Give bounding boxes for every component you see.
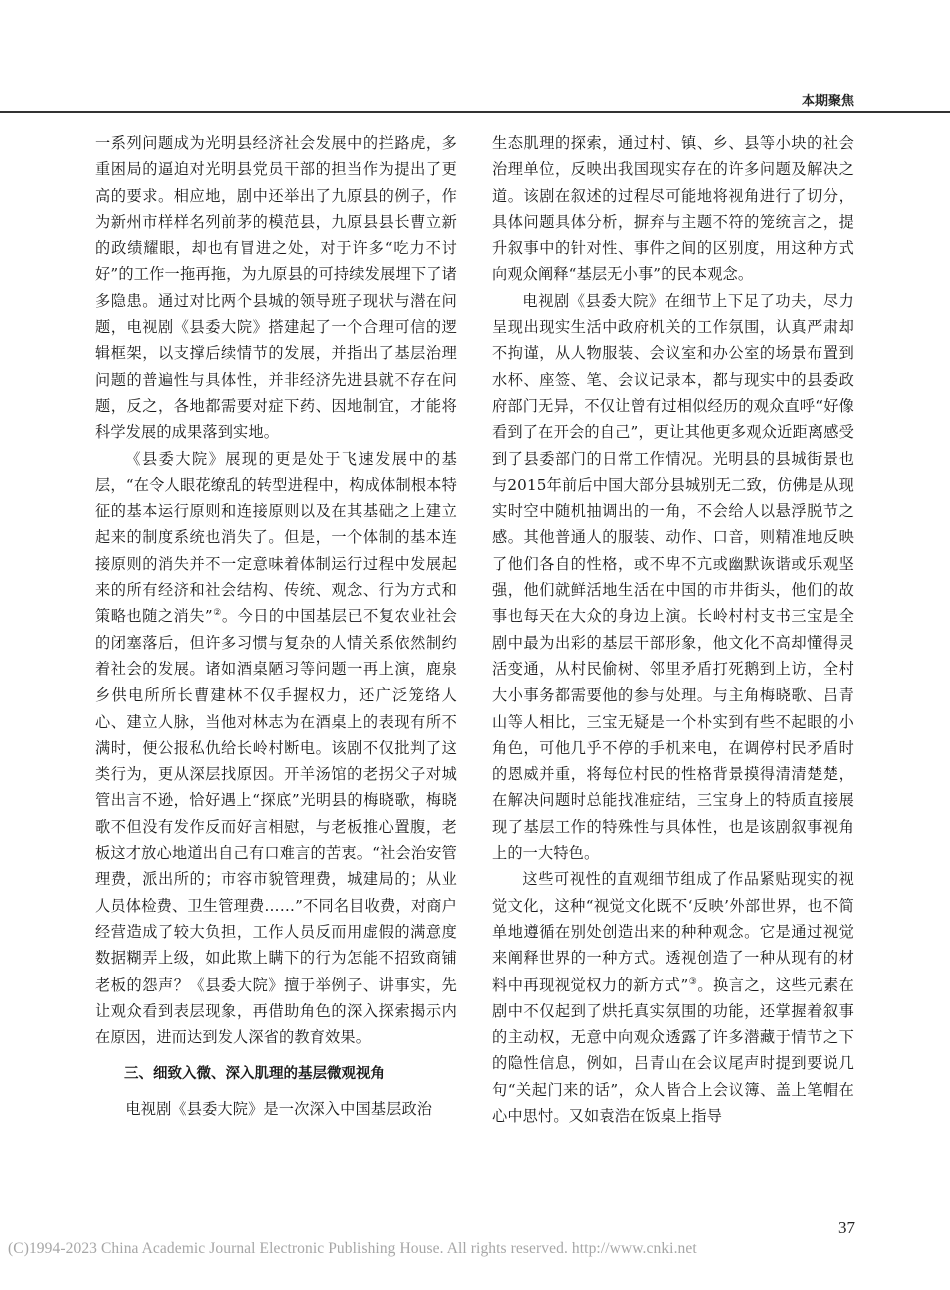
paragraph [95, 446, 457, 1051]
footnote-marker: ② [212, 608, 222, 619]
section-heading: 三、细致入微、深入肌理的基层微观视角 [124, 1066, 385, 1083]
header-divider [0, 111, 950, 113]
paragraph: 生态肌理的探索，通过村、镇、乡、县等小块的社会治理单位，反映出我国现实存在的许多问题及解决之道。该剧在叙述的过程尽可能地将视角进行了切分，具体问题具体分析，摒弃与主题不符的笼统言之，提升叙事中的针对性、事件之间的区别度，用这种方式向观众阐释“基层无小事”的民本观念。 [492, 134, 854, 284]
paragraph [492, 866, 854, 1129]
page-number: 37 [838, 1218, 855, 1237]
left-column [95, 130, 457, 1123]
paragraph: 一系列问题成为光明县经济社会发展中的拦路虎，多重困局的逼迫对光明县党员干部的担当作为提出了更高的要求。相应地，剧中还举出了九原县的例子，作为新州市样样名列前茅的模范县，九原县县长曹立新的政绩耀眼，却也有冒进之处，对于许多“吃力不讨好”的工作一拖再拖，为九原县的可持续发展埋下了诸多隐患。通过对比两个县城的领导班子现状与潜在问题，电视剧《县委大院》搭建起了一个合理可信的逻辑框架，以支撑后续情节的发展，并指出了基层治理问题的普遍性与具体性，并非经济先进县就不存在问题，反之，各地都需要对症下药、因地制宜，才能将科学发展的成果落到实地。 [95, 134, 457, 442]
right-column [492, 130, 854, 1129]
paragraph-text: 这些可视性的直观细节组成了作品紧贴现实的视觉文化，这种“视觉文化既不‘反映’外部世界，也不简单地遵循在别处创造出来的种种观念。它是通过视觉来阐释世界的一种方式。透视创造了一种从现有的材料中再现视觉权力的新方式” [492, 870, 854, 994]
section-title: 本期聚焦 [801, 94, 854, 109]
copyright-watermark: (C)1994-2023 China Academic Journal Electronic Publishing House. All rights reserved. http://www.cnki.net [8, 1240, 697, 1257]
footnote-marker: ③ [688, 976, 698, 987]
paragraph: 电视剧《县委大院》是一次深入中国基层政治 [125, 1100, 433, 1119]
paragraph-text: 《县委大院》展现的更是处于飞速发展中的基层，“在令人眼花缭乱的转型进程中，构成体制根本特征的基本运行原则和连接原则以及在其基础之上建立起来的制度系统也消失了。但是，一个体制的基本连接原则的消失并不一定意味着体制运行过程中发展起来的所有经济和社会结构、传统、观念、行为方式和策略也随之消失” [95, 449, 457, 626]
paragraph: 电视剧《县委大院》在细节上下足了功夫，尽力呈现出现实生活中政府机关的工作氛围，认真严肃却不拘谨，从人物服装、会议室和办公室的场景布置到水杯、座签、笔、会议记录本，都与现实中的县委政府部门无异，不仅让曾有过相似经历的观众直呼“好像看到了在开会的自己”，更让其他更多观众近距离感受到了县委部门的日常工作情况。光明县的县城街景也与2015年前后中国大部分县城别无二致，仿佛是从现实时空中随机抽调出的一角，不会给人以悬浮脱节之感。其他普通人的服装、动作、口音，则精准地反映了他们各自的性格，或不卑不亢或幽默诙谐或乐观坚强，他们就鲜活地生活在中国的市井街头，他们的故事也每天在大众的身边上演。长岭村村支书三宝是全剧中最为出彩的基层干部形象，他文化不高却懂得灵活变通，从村民偷树、邻里矛盾打死鹅到上访，全村大小事务都需要他的参与处理。与主角梅晓歌、吕青山等人相比，三宝无疑是一个朴实到有些不起眼的小角色，可他几乎不停的手机来电，在调停村民矛盾时的恩威并重，将每位村民的性格背景摸得清清楚楚，在解决问题时总能找准症结，三宝身上的特质直接展现了基层工作的特殊性与具体性，也是该剧叙事视角上的一大特色。 [492, 291, 854, 863]
paragraph-text: 。换言之，这些元素在剧中不仅起到了烘托真实氛围的功能，还掌握着叙事的主动权，无意中向观众透露了许多潜藏于情节之下的隐性信息，例如，吕青山在会议尾声时提到要说几句“关起门来的话”，众人皆合上会议簿、盖上笔帽在心中思忖。又如袁浩在饭桌上指导 [492, 975, 855, 1125]
paragraph-text: 。今日的中国基层已不复农业社会的闭塞落后，但许多习惯与复杂的人情关系依然制约着社会的发展。诸如酒桌陋习等问题一再上演，鹿泉乡供电所所长曹建林不仅手握权力，还广泛笼络人心、建立人脉，当他对林志为在酒桌上的表现有所不满时，便公报私仇给长岭村断电。该剧不仅批判了这类行为，更从深层找原因。开羊汤馆的老拐父子对城管出言不逊，恰好遇上“探底”光明县的梅晓歌，梅晓歌不但没有发作反而好言相慰，与老板推心置腹，老板这才放心地道出自己有口难言的苦衷。“社会治安管理费，派出所的；市容市貌管理费，城建局的；从业人员体检费、卫生管理费……”不同名目收费，对商户经营造成了较大负担，工作人员反而用虚假的满意度数据糊弄上级，如此欺上瞒下的行为怎能不招致商铺老板的怨声？《县委大院》擅于举例子、讲事实，先让观众看到表层现象，再借助角色的深入探索揭示内在原因，进而达到发人深省的教育效果。 [95, 607, 458, 1047]
